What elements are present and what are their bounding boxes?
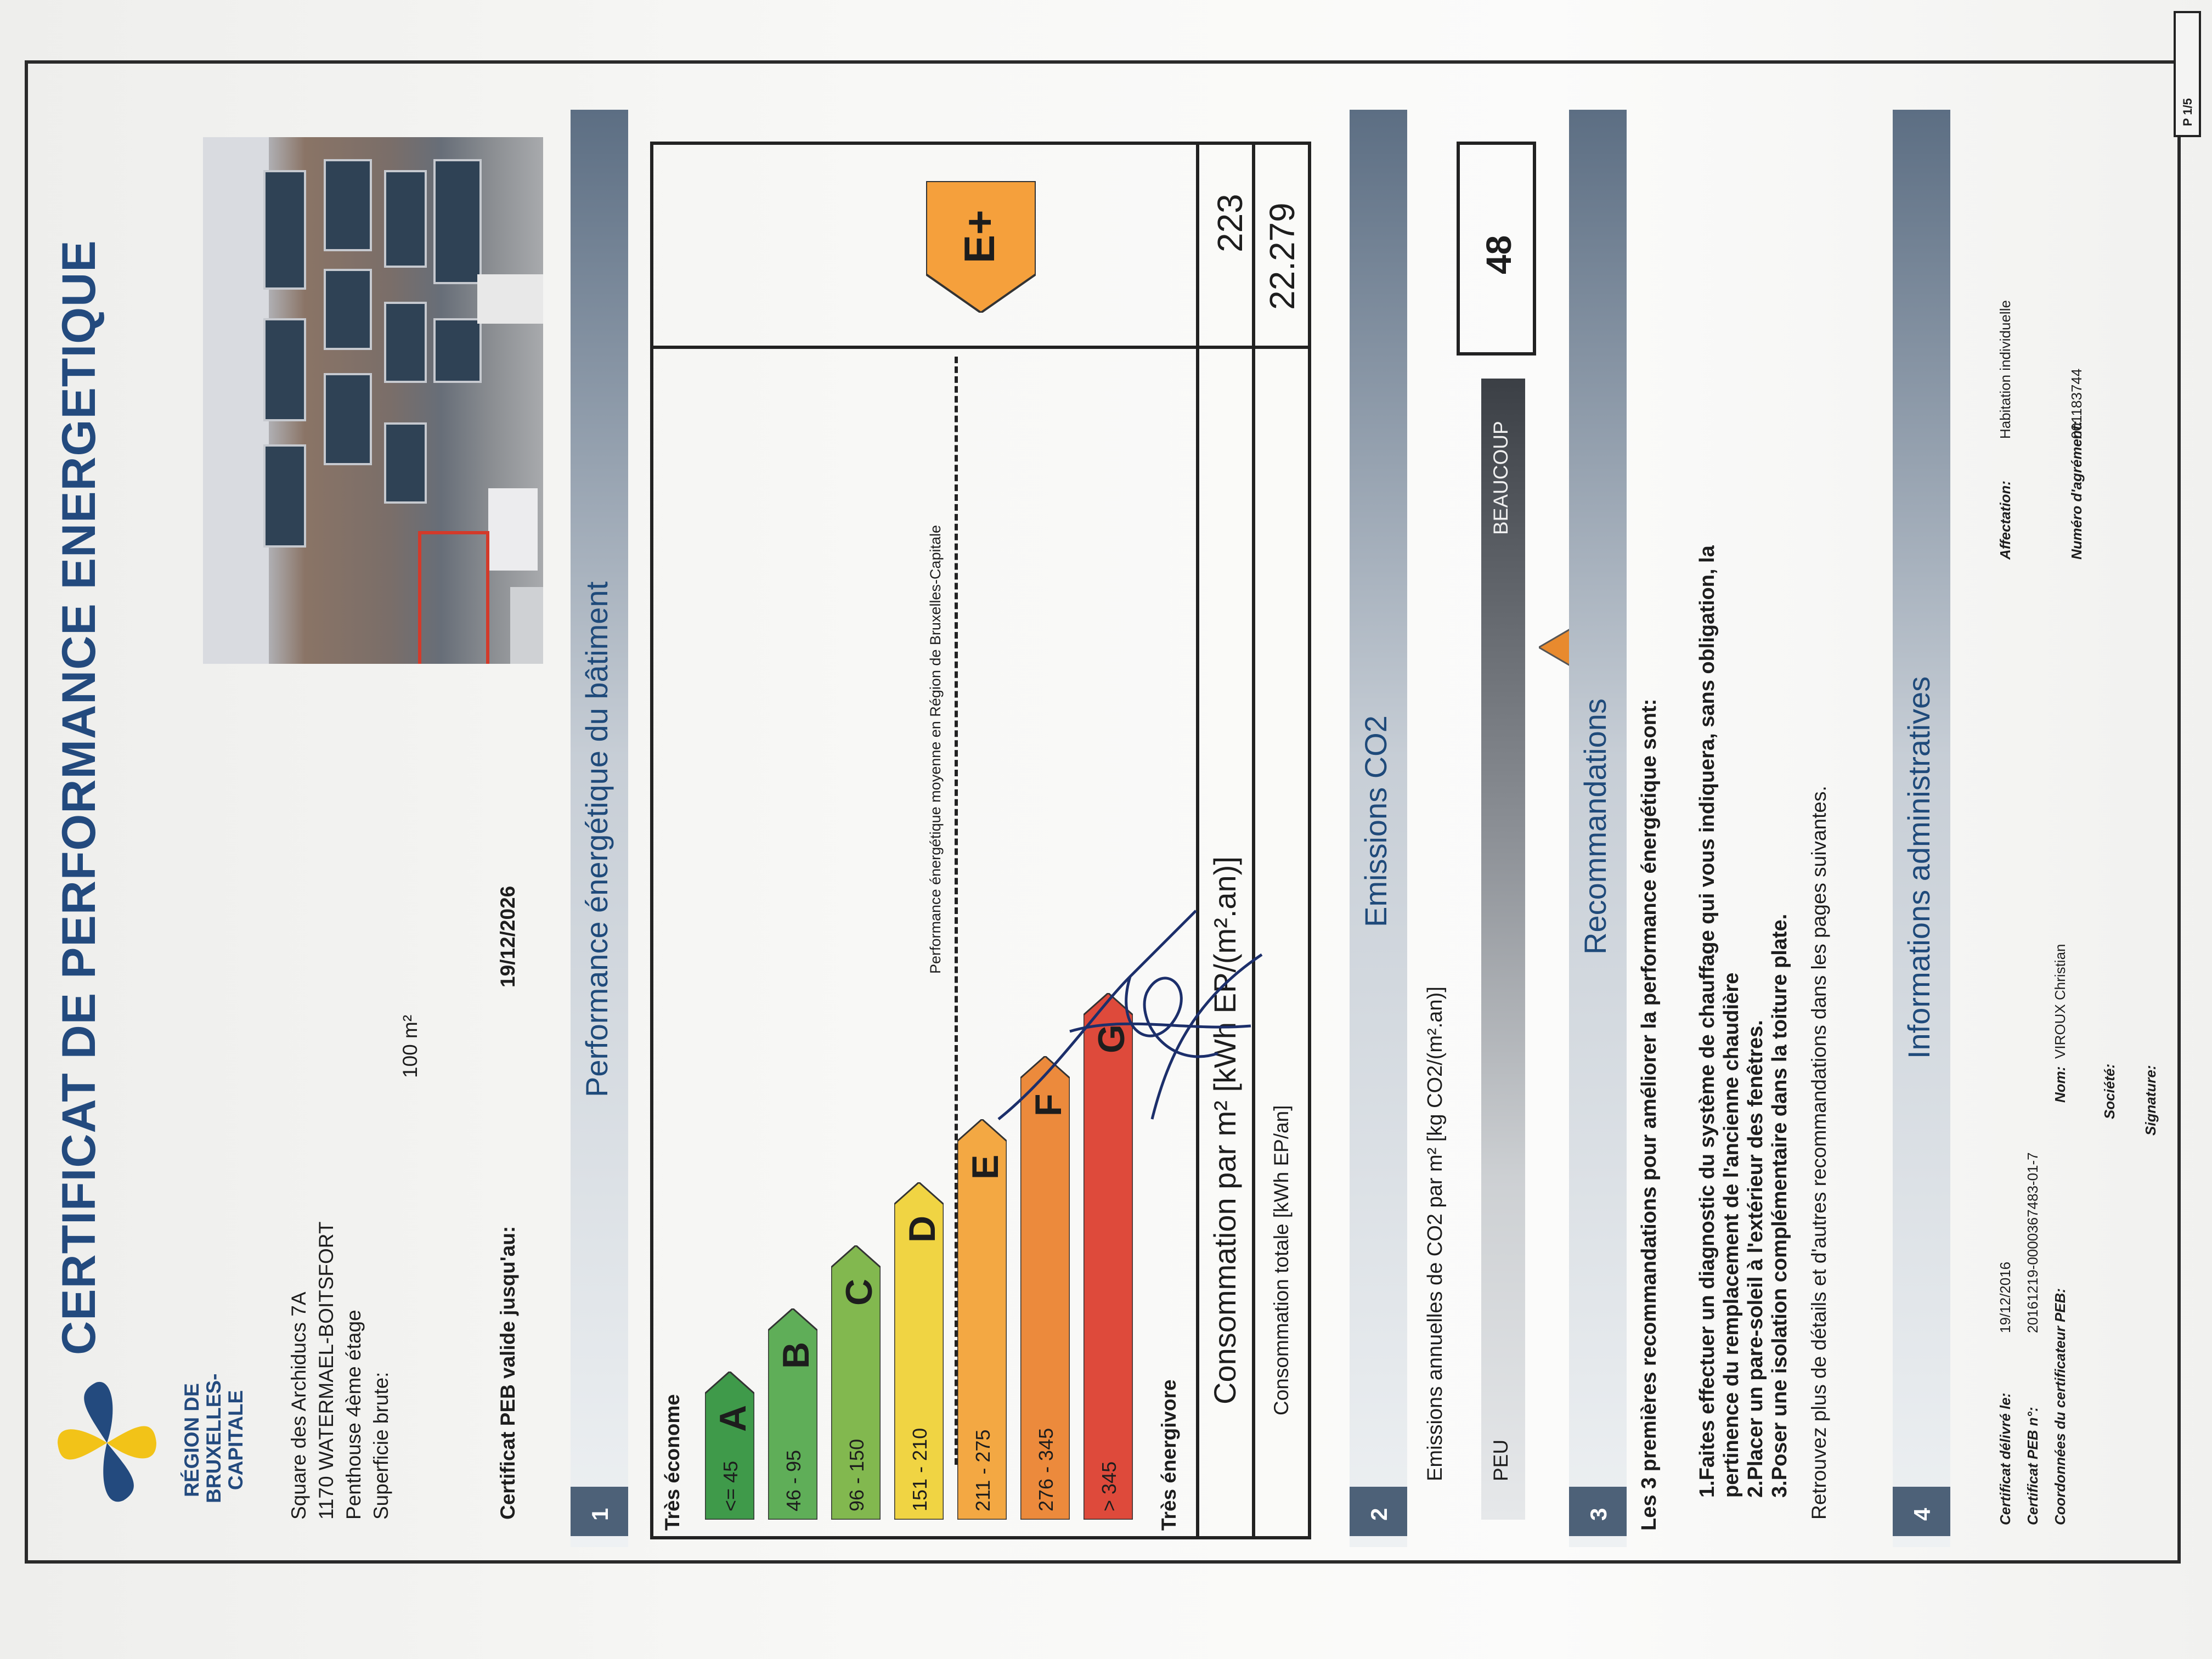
consumption-row-line-1 — [1196, 142, 1199, 1539]
region-line-3: CAPITALE — [224, 1390, 247, 1491]
company-label: Société: — [2101, 1063, 2118, 1119]
certifier-label: Coordonnées du certificateur PEB: — [2052, 1288, 2068, 1525]
energy-class-letter: G — [1091, 1024, 1132, 1053]
very-inefficient-label: Très énergivore — [1158, 1379, 1180, 1531]
energy-class-letter: A — [712, 1404, 754, 1432]
signature-label: Signature: — [2142, 1065, 2159, 1136]
co2-scale-bar — [1481, 379, 1525, 1520]
address-line-1: Square des Archiducs 7A — [287, 1291, 310, 1520]
peb-number-label: Certificat PEB n°: — [2024, 1407, 2041, 1525]
energy-class-range: 151 - 210 — [909, 1427, 931, 1511]
region-line-1: RÉGION DE — [180, 1383, 203, 1497]
energy-class-range: 211 - 275 — [972, 1429, 994, 1511]
peb-number-value: 20161219-0000367483-01-7 — [2024, 1152, 2041, 1333]
area-label: Superficie brute: — [370, 1372, 392, 1520]
energy-class-letter: F — [1028, 1093, 1069, 1116]
co2-value: 48 — [1479, 235, 1519, 274]
energy-class-range: > 345 — [1098, 1461, 1120, 1511]
property-address — [285, 1190, 395, 1520]
energy-class-range: 276 - 345 — [1035, 1427, 1057, 1511]
approval-label: Numéro d'agrément: — [2068, 420, 2085, 560]
recommendation-2: 2.Placer un pare-soleil à l'extérieur des fenêtres. — [1744, 1020, 1767, 1498]
page-number: P 1/5 — [2181, 98, 2194, 126]
energy-class-letter: B — [775, 1341, 817, 1369]
brussels-iris-logo — [52, 1377, 162, 1509]
consumption-total-label: Consommation totale [kWh EP/an] — [1270, 1105, 1293, 1415]
consumption-row-line-2 — [1252, 142, 1255, 1539]
issued-label: Certificat délivré le: — [1997, 1392, 2013, 1525]
energy-class-letter: E — [964, 1154, 1006, 1180]
address-line-2: 1170 WATERMAEL-BOITSFORT — [315, 1221, 337, 1520]
building-photo — [203, 137, 543, 664]
energy-class-letter: C — [838, 1278, 880, 1306]
issued-value: 19/12/2016 — [1997, 1261, 2013, 1333]
recommendations-list — [1695, 545, 1792, 1498]
average-performance-line — [955, 357, 958, 1465]
validity-date: 19/12/2026 — [496, 885, 519, 988]
area-value: 100 m² — [399, 1014, 421, 1078]
property-unit: Penthouse 4ème étage — [342, 1310, 365, 1520]
average-performance-label: Performance énergétique moyenne en Région de Bruxelles-Capitale — [927, 525, 944, 974]
section-2-number: 2 — [1350, 1487, 1407, 1536]
use-label: Affectation: — [1997, 481, 2013, 560]
region-name — [180, 1373, 247, 1503]
certificate-title: CERTIFICAT DE PERFORMANCE ENERGETIQUE — [53, 240, 105, 1355]
co2-level-marker — [1539, 628, 1572, 667]
section-4-number: 4 — [1893, 1487, 1950, 1536]
energy-class-range: <= 45 — [719, 1460, 742, 1511]
recommendations-intro: Les 3 premières recommandations pour améliorer la performance énergétique sont: — [1638, 698, 1661, 1531]
section-4-title: Informations administratives — [1901, 676, 1936, 1059]
energy-class-range: 96 - 150 — [845, 1438, 868, 1511]
recommendation-3: 3.Poser une isolation complémentaire dans la toiture plate. — [1768, 913, 1791, 1498]
penthouse-highlight — [418, 531, 489, 664]
rating-label: E+ — [955, 210, 1003, 263]
co2-label: Emissions annuelles de CO2 par m² [kg CO2/(m².an)] — [1424, 986, 1447, 1481]
section-3-title: Recommandations — [1578, 698, 1612, 955]
name-label: Nom: — [2052, 1066, 2068, 1103]
energy-class-letter: D — [901, 1215, 943, 1243]
consumption-per-m2-value: 223 — [1210, 194, 1250, 252]
use-value: Habitation individuelle — [1997, 300, 2013, 439]
section-3-number: 3 — [1569, 1487, 1627, 1536]
co2-scale-low: PEU — [1489, 1439, 1512, 1481]
section-2-title: Emissions CO2 — [1358, 715, 1393, 927]
co2-scale-high: BEAUCOUP — [1489, 421, 1512, 535]
consumption-per-m2-label: Consommation par m² [kWh EP/(m².an)] — [1207, 856, 1242, 1404]
recommendation-1: 1.Faites effectuer un diagnostic du système de chauffage qui vous indiquera, sans obligation, la — [1696, 545, 1719, 1498]
recommendations-footer: Retrouvez plus de détails et d'autres recommandations dans les pages suivantes. — [1808, 786, 1830, 1520]
recommendation-1-cont: pertinence du remplacement de l'ancienne chaudière — [1720, 972, 1743, 1498]
approval-value: 001183744 — [2068, 368, 2085, 439]
very-efficient-label: Très économe — [661, 1394, 684, 1531]
region-line-2: BRUXELLES- — [202, 1373, 225, 1503]
energy-class-range: 46 - 95 — [782, 1449, 805, 1511]
validity-label: Certificat PEB valide jusqu'au: — [496, 1226, 519, 1520]
consumption-total-value: 22.279 — [1262, 202, 1302, 310]
section-1-title: Performance énergétique du bâtiment — [579, 581, 614, 1097]
name-value: VIROUX Christian — [2052, 944, 2068, 1059]
section-1-number: 1 — [571, 1487, 628, 1536]
consumption-value-divider — [1196, 346, 1311, 349]
